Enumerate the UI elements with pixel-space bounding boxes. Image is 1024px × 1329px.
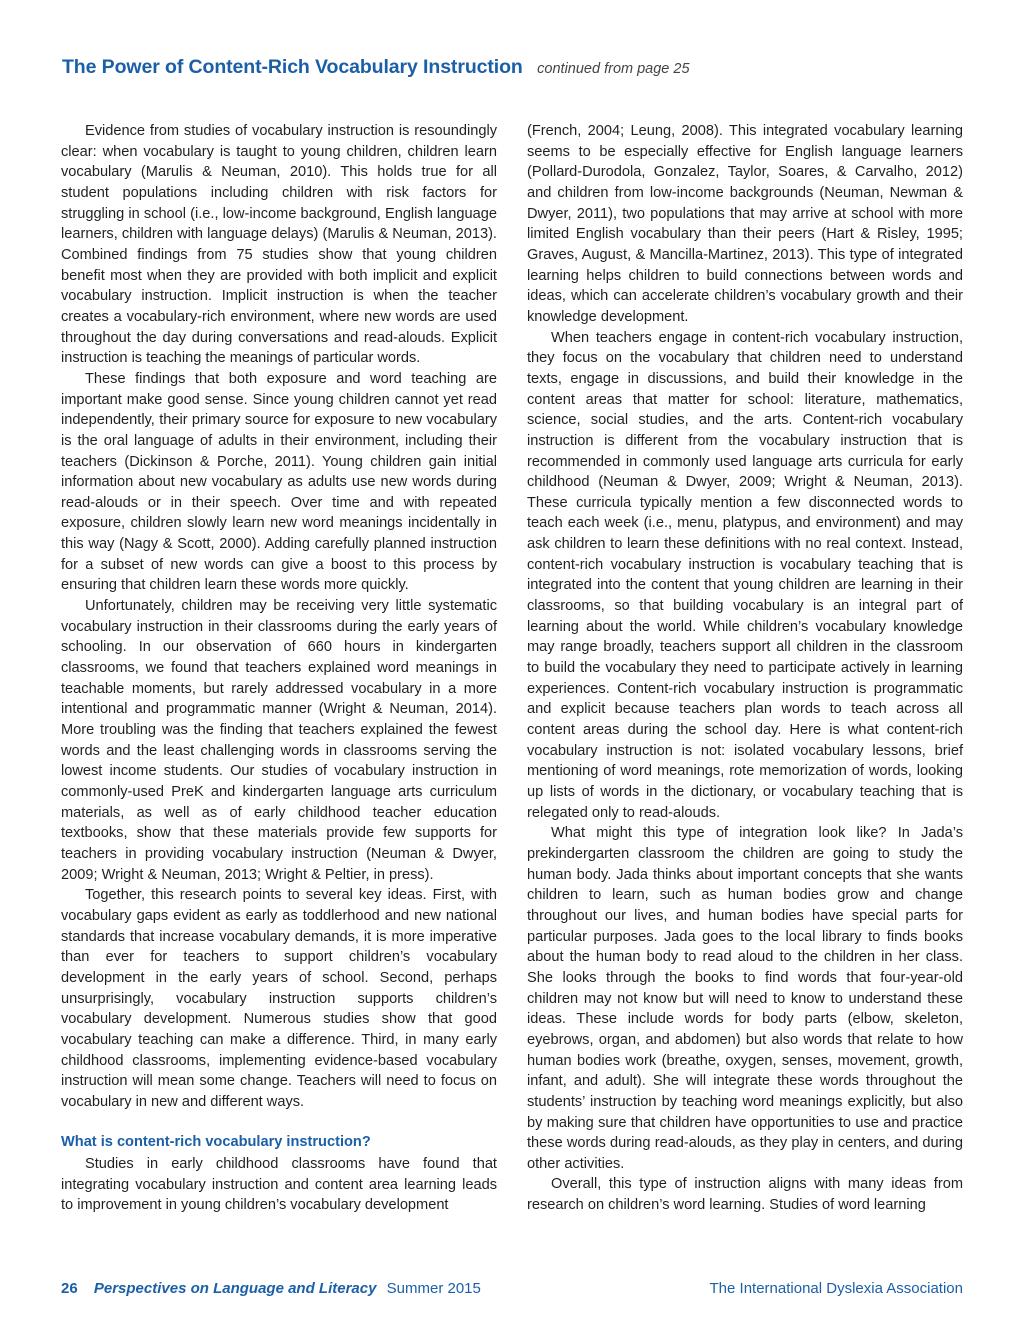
- paragraph: Together, this research points to several key ideas. First, with vocabulary gaps evident as early as toddlerhood and new national standards that increase vocabulary demands, it is more imperative than ever for teachers to support children’s vocabulary development in the early years of school. Second, perhaps unsurprisingly, vocabulary instruction supports children’s vocabulary development. Numerous studies show that good vocabulary teaching can make a difference. Third, in many early childhood classrooms, implementing evidence-based vocabulary instruction will mean some change. Teachers will need to focus on vocabulary in new and different ways.: [61, 887, 497, 1110]
- journal-title: Perspectives on Language and Literacy: [93, 1280, 377, 1297]
- paragraph: (French, 2004; Leung, 2008). This integrated vocabulary learning seems to be especially effective for English language learners (Pollard-Durodola, Gonzalez, Taylor, Soares, & Carvalho, 2012) and children from low-income backgrounds (Neuman, Newman & Dwyer, 2011), two populations that may arrive at school with more limited English vocabulary than their peers (Hart & Risley, 1995; Graves, August, & Mancilla-Martinez, 2013). This type of integrated learning helps children to build connections between words and ideas, which can accelerate children’s vocabulary growth and their knowledge development.: [527, 123, 963, 325]
- paragraph: These findings that both exposure and word teaching are important make good sense. Since young children cannot yet read independently, their primary source for exposure to new vocabulary is the oral language of adults in their environment, including their teachers (Dickinson & Porche, 2011). Young children gain initial information about new vocabulary as adults use new words during read-alouds or in their speech. Over time and with repeated exposure, children slowly learn new word meanings incidentally in this way (Nagy & Scott, 2000). Adding carefully planned instruction for a subset of new words can give a boost to this process by ensuring that children learn these words more quickly.: [61, 370, 497, 594]
- section-heading: What is content-rich vocabulary instruction?: [61, 1133, 371, 1150]
- article-title: The Power of Content-Rich Vocabulary Instruction: [62, 56, 523, 78]
- footer-left: [61, 1280, 481, 1297]
- paragraph: Unfortunately, children may be receiving very little systematic vocabulary instruction in their classrooms during the early years of schooling. In our observation of 660 hours in kindergarten classrooms, we found that teachers explained word meanings in teachable moments, but rarely addressed vocabulary in a more intentional and programmatic manner (Wright & Neuman, 2014). More troubling was the finding that teachers explained the fewest words and the least challenging words in classrooms serving the lowest income students. Our studies of vocabulary instruction in commonly-used PreK and kindergarten language arts curriculum materials, as well as of early childhood teacher education textbooks, show that these materials provide few supports for teachers in providing vocabulary instruction (Neuman & Dwyer, 2009; Wright & Neuman, 2013; Wright & Peltier, in press).: [61, 598, 497, 883]
- issue-label: Summer 2015: [386, 1280, 481, 1297]
- continued-note: continued from page 25: [537, 61, 690, 77]
- publisher-name: The International Dyslexia Association: [709, 1280, 963, 1297]
- paragraph: When teachers engage in content-rich vocabulary instruction, they focus on the vocabulary that children need to understand texts, engage in discussions, and build their knowledge in the content areas that matter for school: literature, mathematics, science, social studies, and the arts. Content-rich vocabulary instruction is different from the vocabulary instruction that is recommended in commonly used language arts curricula for early childhood (Neuman & Dwyer, 2009; Wright & Neuman, 2013). These curricula typically mention a few disconnected words to teach each week (i.e., menu, platypus, and environment) and may ask children to learn these definitions with no real context. Instead, content-rich vocabulary instruction is vocabulary teaching that is integrated into the content that young children are learning in their classrooms, so that building vocabulary is an integral part of learning about the world. While children’s vocabulary knowledge may range broadly, teachers support all children in the classroom to build the vocabulary they need to participate actively in learning experiences. Content-rich vocabulary instruction is programmatic and explicit because teachers plan words to teach across all content areas during the school day. Here is what content-rich vocabulary instruction is not: isolated vocabulary lessons, brief mentioning of word meanings, rote memorization of words, looking up lists of words in the dictionary, or vocabulary teaching that is relegated only to read-alouds.: [527, 329, 963, 821]
- paragraph: Evidence from studies of vocabulary instruction is resoundingly clear: when vocabulary is taught to young children, children learn vocabulary (Marulis & Neuman, 2010). This holds true for all student populations including children with risk factors for struggling in school (i.e., low-income background, English language learners, children with language delays) (Marulis & Neuman, 2013). Combined findings from 75 studies show that young children benefit most when they are provided with both implicit and explicit vocabulary instruction. Implicit instruction is when the teacher creates a vocabulary-rich environment, where new words are used throughout the day during conversations and read-alouds. Explicit instruction is teaching the meanings of particular words.: [61, 123, 497, 367]
- paragraph: Studies in early childhood classrooms have found that integrating vocabulary instruction and content area learning leads to improvement in young children’s vocabulary development: [61, 1156, 497, 1214]
- right-column: [527, 121, 963, 1216]
- paragraph: What might this type of integration look like? In Jada’s prekindergarten classroom the children are going to study the human body. Jada thinks about important concepts that she wants children to learn, such as human bodies grow and change throughout our lives, and human bodies have special parts for particular purposes. Jada goes to the local library to finds books about the human body to read aloud to the children in her class. She looks through the books to find words that four-year-old children may not know but will need to know to understand these ideas. These include words for body parts (elbow, skeleton, eyebrows, organ, and abdomen) but also words that relate to how human bodies work (breathe, oxygen, senses, movement, growth, infant, and adult). She will integrate these words throughout the students’ instruction by teaching word meanings explicitly, but also by making sure that children have opportunities to use and practice these words during read-alouds, as they play in centers, and during other activities.: [527, 825, 963, 1172]
- page-footer: [61, 1280, 963, 1302]
- running-header: [62, 56, 964, 79]
- left-column: [61, 121, 497, 1216]
- page-number: 26: [61, 1280, 78, 1297]
- paragraph: Overall, this type of instruction aligns with many ideas from research on children’s word learning. Studies of word learning: [527, 1176, 963, 1214]
